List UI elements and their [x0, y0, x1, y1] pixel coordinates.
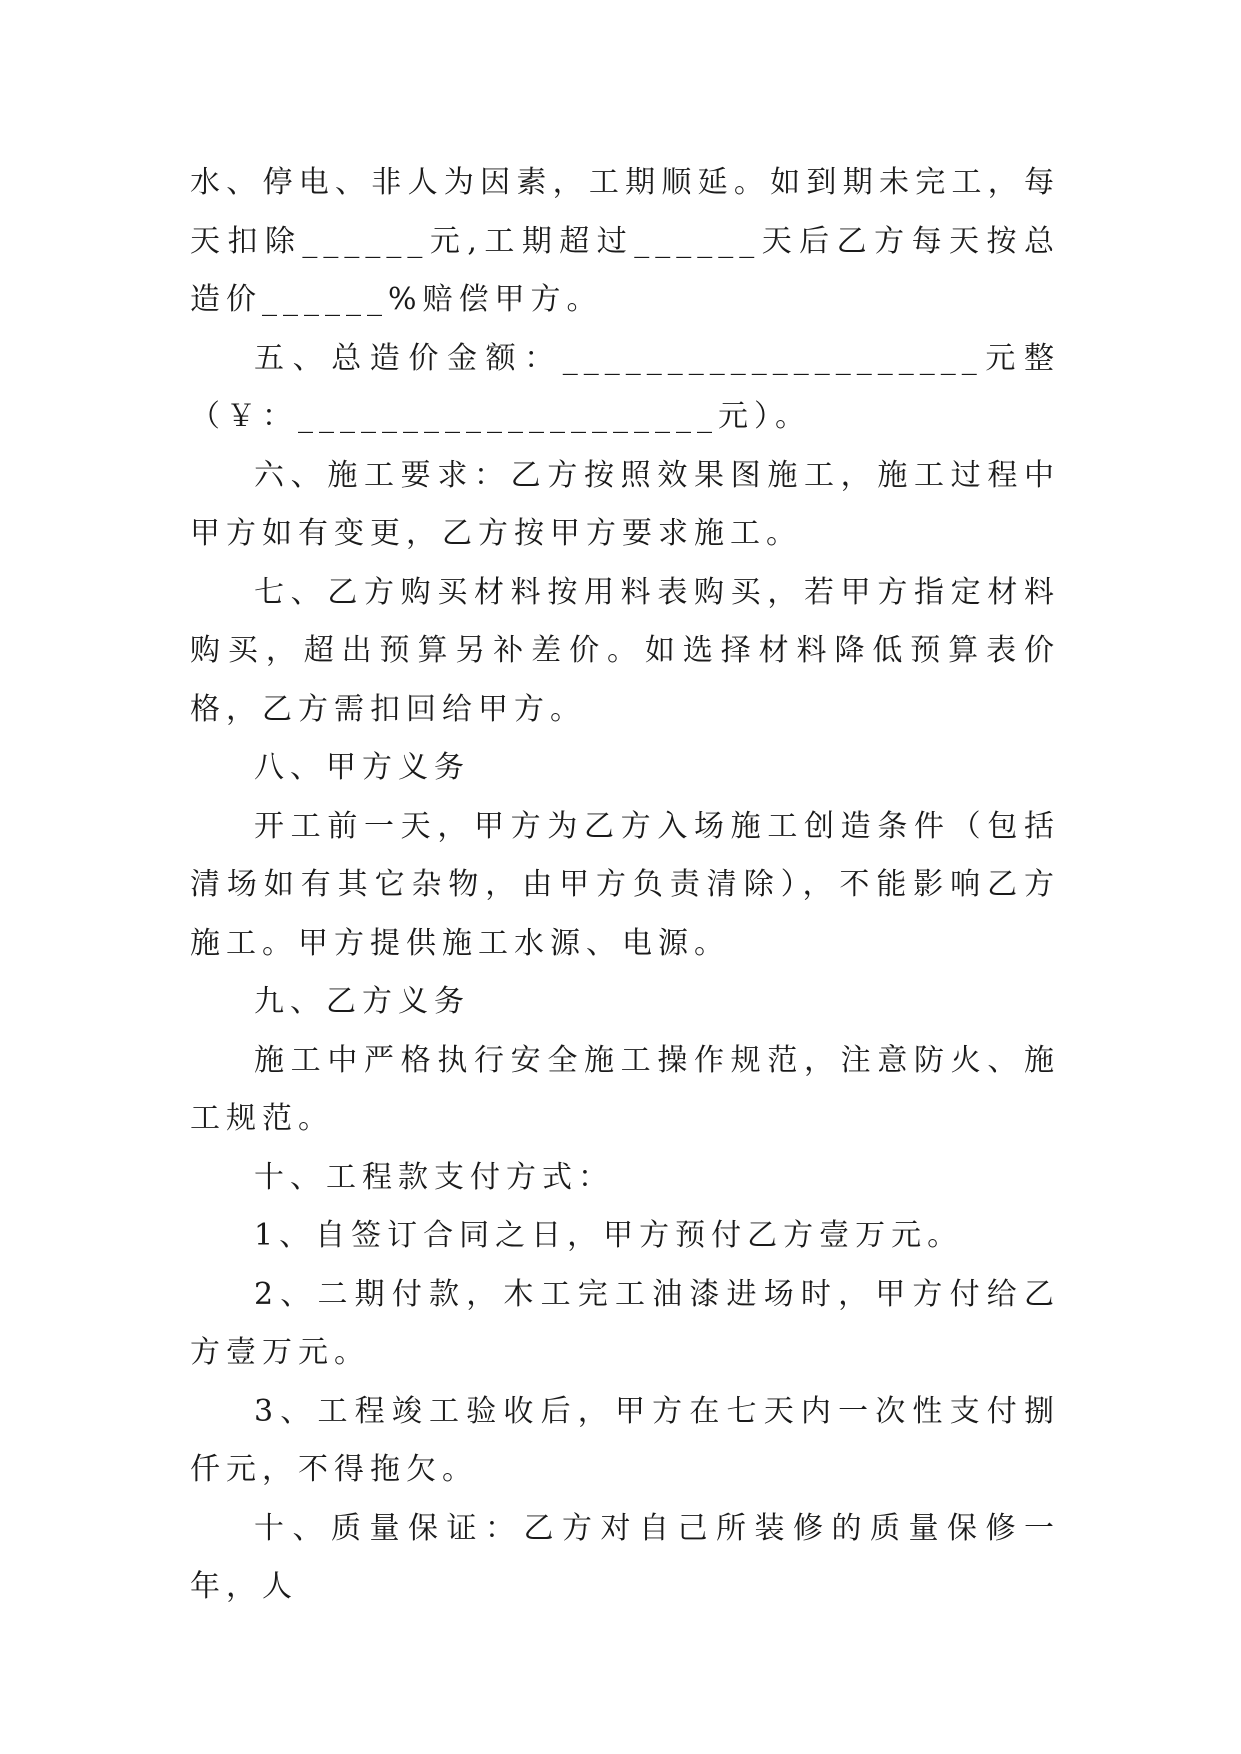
payment-item-1: 1、自签订合同之日，甲方预付乙方壹万元。 [254, 1218, 964, 1253]
paragraph-delay-penalty: 水、停电、非人为因素，工期顺延。如到期未完工，每天扣除______元,工期超过______天后乙方每天按总造价______%赔偿甲方。 [190, 165, 1060, 317]
payment-item-2: 2、二期付款，木工完工油漆进场时，甲方付给乙方壹万元。 [190, 1276, 1060, 1370]
paragraph-party-a-obligations: 开工前一天，甲方为乙方入场施工创造条件（包括清场如有其它杂物，由甲方负责清除），不能影响乙方施工。甲方提供施工水源、电源。 [190, 808, 1060, 961]
contract-text-body [190, 154, 1060, 1617]
paragraph-party-b-obligations: 施工中严格执行安全施工操作规范，注意防火、施工规范。 [190, 1042, 1060, 1136]
paragraph-quality-guarantee: 十、质量保证：乙方对自己所装修的质量保修一年，人 [190, 1510, 1060, 1604]
heading-payment-method: 十、工程款支付方式： [254, 1159, 614, 1195]
heading-party-b-obligations: 九、乙方义务 [254, 984, 470, 1019]
heading-party-a-obligations: 八、甲方义务 [254, 750, 470, 785]
payment-item-3: 3、工程竣工验收后，甲方在七天内一次性支付捌仟元，不得拖欠。 [190, 1393, 1060, 1487]
paragraph-total-cost: 五、总造价金额：____________________元整（￥：____________________元）。 [190, 340, 1060, 434]
paragraph-material-purchase: 七、乙方购买材料按用料表购买，若甲方指定材料购买，超出预算另补差价。如选择材料降低预算表价格，乙方需扣回给甲方。 [190, 574, 1060, 727]
paragraph-construction-requirements: 六、施工要求：乙方按照效果图施工，施工过程中甲方如有变更，乙方按甲方要求施工。 [190, 457, 1060, 551]
